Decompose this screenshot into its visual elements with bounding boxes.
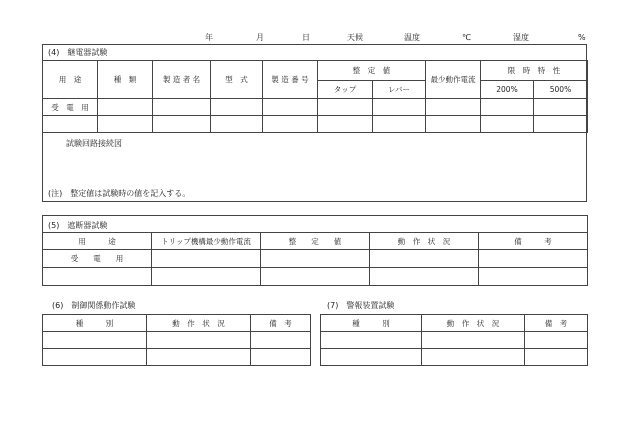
col-kind-header: 種 別	[43, 315, 147, 332]
col-time-char-header: 限 時 特 性	[481, 61, 588, 81]
col-action-header: 動 作 状 況	[147, 315, 251, 332]
col-maker-header: 製 造 者 名	[153, 61, 211, 99]
cell-kind-2[interactable]	[321, 349, 422, 366]
cell-kind-1[interactable]	[321, 332, 422, 349]
col-min-current-header: 最少動作電流	[426, 61, 481, 99]
cell-type-1[interactable]	[98, 99, 153, 116]
cell-min-current-2[interactable]	[426, 116, 481, 133]
humidity-label: 湿度	[513, 33, 529, 42]
col-remarks-header: 備 考	[479, 233, 588, 250]
col-remarks-header: 備 考	[525, 315, 588, 332]
cell-maker-2[interactable]	[153, 116, 211, 133]
cell-serial-1[interactable]	[263, 99, 318, 116]
cell-use-2[interactable]	[43, 268, 152, 286]
col-type-header: 種 類	[98, 61, 153, 99]
celsius-unit: ℃	[462, 33, 471, 42]
cell-maker-1[interactable]	[153, 99, 211, 116]
cell-use-2[interactable]	[43, 116, 98, 133]
cell-remarks-2[interactable]	[251, 349, 311, 366]
col-trip-header: トリップ機構最少動作電流	[152, 233, 261, 250]
table-row	[43, 250, 588, 268]
col-action-header: 動 作 状 況	[370, 233, 479, 250]
control-test-title: (6) 制御関係動作試験	[52, 301, 136, 310]
cell-trip-1[interactable]	[152, 250, 261, 268]
alarm-test-title: (7) 警報装置試験	[327, 301, 395, 310]
col-lever-header: レバー	[373, 81, 426, 99]
cell-lever-1[interactable]	[373, 99, 426, 116]
table-row	[43, 349, 311, 366]
year-label: 年	[205, 33, 213, 42]
cell-action-2[interactable]	[422, 349, 525, 366]
col-200-header: 200%	[481, 81, 534, 99]
table-row	[43, 332, 311, 349]
cell-type-2[interactable]	[98, 116, 153, 133]
month-label: 月	[256, 33, 264, 42]
table-row	[43, 116, 588, 133]
col-tap-header: タップ	[318, 81, 373, 99]
cell-500-1[interactable]	[534, 99, 588, 116]
col-model-header: 型 式	[211, 61, 263, 99]
cell-tap-2[interactable]	[318, 116, 373, 133]
cell-setting-2[interactable]	[261, 268, 370, 286]
relay-test-title: (4) 継電器試験	[48, 48, 108, 57]
cell-setting-1[interactable]	[261, 250, 370, 268]
cell-action-2[interactable]	[370, 268, 479, 286]
relay-note: (注) 整定値は試験時の値を記入する。	[48, 189, 191, 198]
cell-remarks-1[interactable]	[479, 250, 588, 268]
day-label: 日	[302, 33, 310, 42]
alarm-test-table	[320, 314, 588, 366]
cell-200-1[interactable]	[481, 99, 534, 116]
col-use-header: 用 途	[43, 61, 98, 99]
cell-action-2[interactable]	[147, 349, 251, 366]
col-setting-header: 整 定 値	[318, 61, 426, 81]
cell-kind-1[interactable]	[43, 332, 147, 349]
percent-unit: %	[578, 33, 586, 42]
cell-model-2[interactable]	[211, 116, 263, 133]
col-use-header: 用 途	[43, 233, 152, 250]
temperature-label: 温度	[404, 33, 420, 42]
col-500-header: 500%	[534, 81, 588, 99]
breaker-test-table	[42, 215, 588, 286]
cell-tap-1[interactable]	[318, 99, 373, 116]
col-remarks-header: 備 考	[251, 315, 311, 332]
cell-action-1[interactable]	[370, 250, 479, 268]
cell-lever-2[interactable]	[373, 116, 426, 133]
cell-remarks-2[interactable]	[525, 349, 588, 366]
cell-remarks-2[interactable]	[479, 268, 588, 286]
cell-serial-2[interactable]	[263, 116, 318, 133]
row-receive-label: 受 電 用	[43, 250, 152, 268]
table-row	[321, 332, 588, 349]
test-circuit-diagram-label: 試験回路接続図	[66, 139, 122, 148]
cell-model-1[interactable]	[211, 99, 263, 116]
cell-trip-2[interactable]	[152, 268, 261, 286]
breaker-test-title: (5) 遮断器試験	[48, 221, 108, 230]
control-test-table	[42, 314, 311, 366]
cell-remarks-1[interactable]	[251, 332, 311, 349]
col-serial-header: 製 造 番 号	[263, 61, 318, 99]
weather-label: 天候	[347, 33, 363, 42]
table-row	[43, 268, 588, 286]
cell-action-1[interactable]	[147, 332, 251, 349]
row-receive-label: 受 電 用	[43, 99, 98, 116]
cell-action-1[interactable]	[422, 332, 525, 349]
table-row	[321, 349, 588, 366]
cell-remarks-1[interactable]	[525, 332, 588, 349]
relay-test-table	[42, 60, 588, 133]
cell-min-current-1[interactable]	[426, 99, 481, 116]
col-action-header: 動 作 状 況	[422, 315, 525, 332]
cell-200-2[interactable]	[481, 116, 534, 133]
col-setting-header: 整 定 値	[261, 233, 370, 250]
cell-kind-2[interactable]	[43, 349, 147, 366]
col-kind-header: 種 別	[321, 315, 422, 332]
cell-500-2[interactable]	[534, 116, 588, 133]
table-row	[43, 99, 588, 116]
